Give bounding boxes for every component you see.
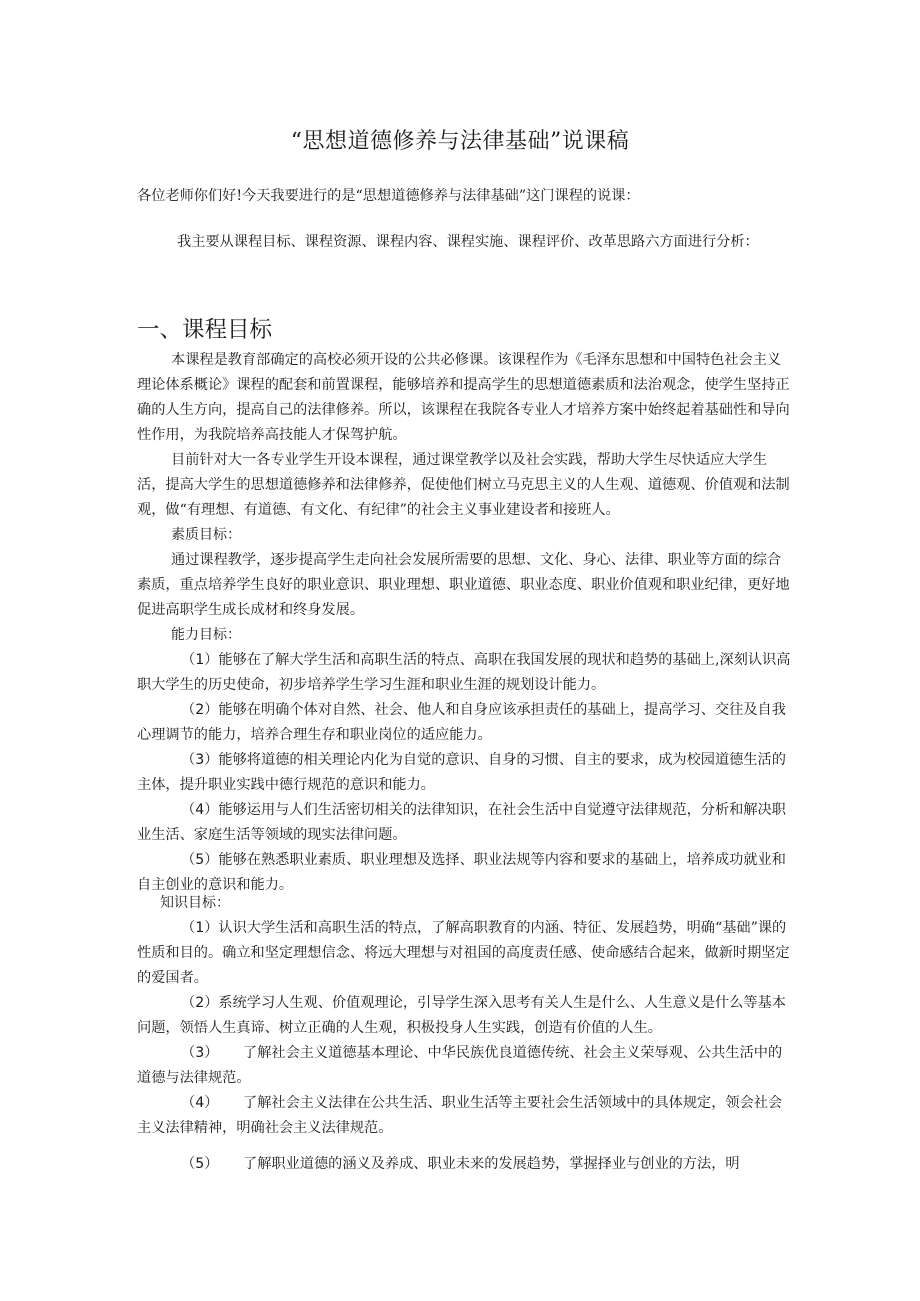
knowledge-item-text: 系统学习人生观、价值观理论，引导学生深入思考有关人生是什么、人生意义是什么等基本问题，领悟人生真谛、树立正确的人生观，积极投身人生实践，创造有价值的人生。	[137, 995, 786, 1036]
quality-goals-heading: 素质目标：	[171, 527, 241, 543]
ability-goals-heading: 能力目标：	[171, 627, 241, 643]
knowledge-item-5	[137, 1152, 791, 1177]
knowledge-goals-heading: 知识目标：	[160, 895, 230, 911]
outline-paragraph: 我主要从课程目标、课程资源、课程内容、课程实施、课程评价、改革思路六方面进行分析：	[177, 234, 759, 250]
ability-item-text: 能够在了解大学生活和高职生活的特点、高职在我国发展的现状和趋势的基础上,深刻认识高职大学生的历史使命，初步培养学生学习生涯和职业生涯的规划设计能力。	[137, 652, 791, 693]
ability-item-5	[137, 848, 791, 898]
ability-item-number: （5）	[181, 852, 219, 868]
knowledge-item-text: 了解社会主义法律在公共生活、职业生活等主要社会生活领域中的具体规定，领会社会主义法律精神，明确社会主义法律规范。	[137, 1095, 783, 1136]
ability-item-2	[137, 698, 791, 748]
ability-item-number: （2）	[181, 702, 219, 718]
document-title: “思想道德修养与法律基础”说课稿	[290, 129, 630, 154]
ability-item-3	[137, 748, 791, 798]
ability-item-number: （4）	[181, 802, 219, 818]
knowledge-item-text: 了解社会主义道德基本理论、中华民族优良道德传统、社会主义荣辱观、公共生活中的道德与法律规范。	[137, 1045, 783, 1086]
knowledge-item-1	[137, 916, 791, 991]
knowledge-item-number: （3）	[181, 1045, 219, 1061]
knowledge-item-number: （2）	[181, 995, 219, 1011]
knowledge-item-4	[137, 1091, 791, 1141]
knowledge-item-text: 了解职业道德的涵义及养成、职业未来的发展趋势，掌握择业与创业的方法，明	[243, 1156, 740, 1172]
quality-goals-text: 通过课程教学，逐步提高学生走向社会发展所需要的思想、文化、身心、法律、职业等方面的综合素质，重点培养学生良好的职业意识、职业理想、职业道德、职业态度、职业价值观和职业纪律，更好地促进高职学生成长成材和终身发展。	[137, 552, 790, 618]
ability-item-text: 能够将道德的相关理论内化为自觉的意识、自身的习惯、自主的要求，成为校园道德生活的主体，提升职业实践中德行规范的意识和能力。	[137, 752, 786, 793]
ability-item-1	[137, 648, 791, 698]
ability-item-number: （1）	[181, 652, 219, 668]
section-heading-course-goals: 一、课程目标	[137, 317, 273, 343]
ability-item-text: 能够在熟悉职业素质、职业理想及选择、职业法规等内容和要求的基础上，培养成功就业和自主创业的意识和能力。	[137, 852, 786, 893]
ability-item-number: （3）	[181, 752, 219, 768]
ability-item-4	[137, 798, 791, 848]
ability-item-text: 能够运用与人们生活密切相关的法律知识，在社会生活中自觉遵守法律规范，分析和解决职业生活、家庭生活等领域的现实法律问题。	[137, 802, 786, 843]
knowledge-item-2	[137, 991, 791, 1041]
ability-item-text: 能够在明确个体对自然、社会、他人和自身应该承担责任的基础上，提高学习、交往及自我心理调节的能力，培养合理生存和职业岗位的适应能力。	[137, 702, 786, 743]
intro-paragraph-1: 本课程是教育部确定的高校必须开设的公共必修课。该课程作为《毛泽东思想和中国特色社会主义理论体系概论》课程的配套和前置课程，能够培养和提高学生的思想道德素质和法治观念，使学生坚持正确的人生方向，提高自己的法律修养。所以，该课程在我院各专业人才培养方案中始终起着基础性和导向性作用，为我院培养高技能人才保驾护航。	[137, 352, 790, 443]
knowledge-item-number: （4）	[181, 1095, 219, 1111]
knowledge-item-3	[137, 1041, 791, 1091]
greeting-paragraph: 各位老师你们好!今天我要进行的是“思想道德修养与法律基础”这门课程的说课：	[137, 188, 640, 204]
knowledge-item-number: （1）	[181, 920, 219, 936]
knowledge-item-number: （5）	[181, 1156, 219, 1172]
intro-paragraph-2: 目前针对大一各专业学生开设本课程，通过课堂教学以及社会实践，帮助大学生尽快适应大学生活，提高大学生的思想道德修养和法律修养，促使他们树立马克思主义的人生观、道德观、价值观和法制观，做“有理想、有道德、有文化、有纪律”的社会主义事业建设者和接班人。	[137, 452, 790, 518]
knowledge-item-text: 认识大学生活和高职生活的特点，了解高职教育的内涵、特征、发展趋势，明确“基础”课的性质和目的。确立和坚定理想信念、将远大理想与对祖国的高度责任感、使命感结合起来，做新时期坚定的爱国者。	[137, 920, 790, 986]
